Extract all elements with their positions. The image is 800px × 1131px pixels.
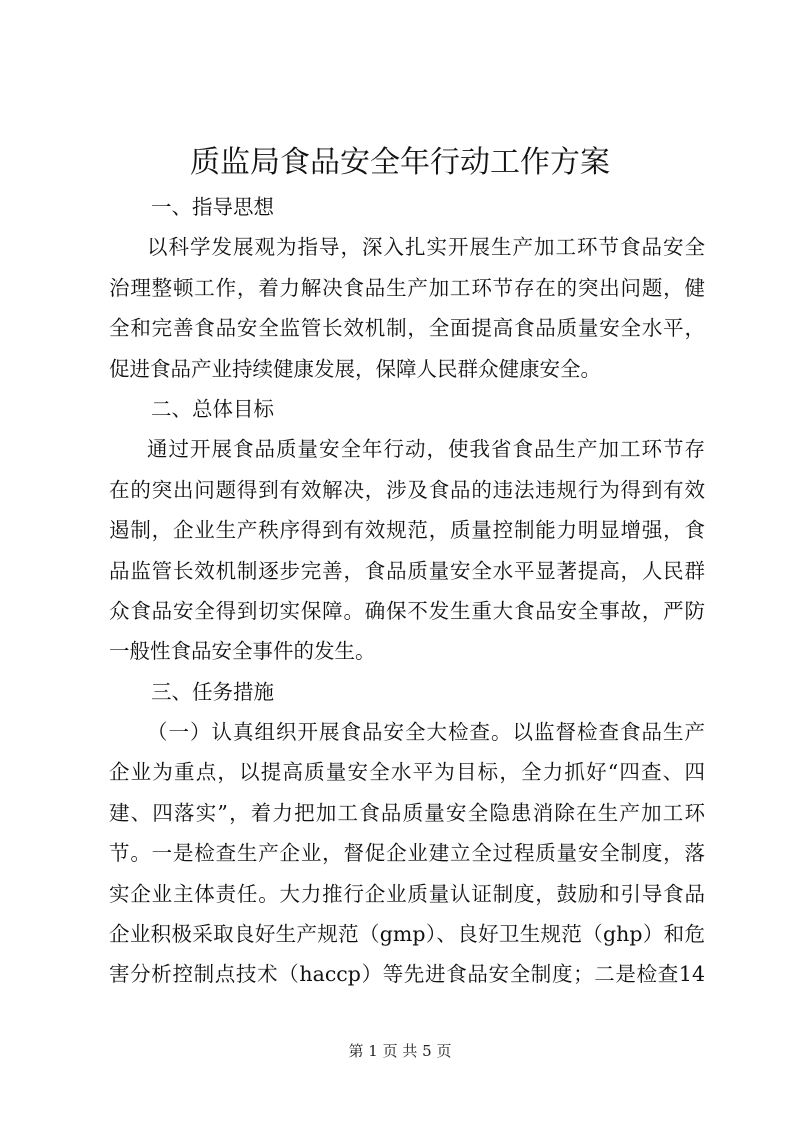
paragraph-line: 在的突出问题得到有效解决，涉及食品的违法违规行为得到有效 (109, 477, 705, 502)
paragraph-line: 众食品安全得到切实保障。确保不发生重大食品安全事故，严防 (109, 598, 705, 623)
paragraph-line: 治理整顿工作，着力解决食品生产加工环节存在的突出问题，健 (109, 275, 705, 300)
page-number-footer: 第 1 页 共 5 页 (348, 1042, 452, 1060)
document-title: 质监局食品安全年行动工作方案 (190, 145, 610, 180)
paragraph-line: 企业积极采取良好生产规范（gmp）、良好卫生规范（ghp）和危 (109, 922, 705, 947)
paragraph-line: 企业为重点，以提高质量安全水平为目标，全力抓好“四查、四 (109, 760, 705, 785)
section-heading-guiding-ideology: 一、指导思想 (151, 195, 274, 219)
section-heading-overall-goal: 二、总体目标 (151, 396, 274, 421)
paragraph-line: 以科学发展观为指导，深入扎实开展生产加工环节食品安全 (147, 235, 705, 260)
paragraph-line: 通过开展食品质量安全年行动，使我省食品生产加工环节存 (147, 437, 705, 462)
paragraph-line: 遏制，企业生产秩序得到有效规范，质量控制能力明显增强，食 (109, 518, 705, 543)
document-body (109, 187, 705, 995)
paragraph-line: 全和完善食品安全监管长效机制，全面提高食品质量安全水平， (109, 316, 705, 341)
paragraph-line: （一）认真组织开展食品安全大检查。以监督检查食品生产 (147, 720, 705, 745)
paragraph-line: 品监管长效机制逐步完善，食品质量安全水平显著提高，人民群 (109, 558, 705, 583)
section-heading-task-measures: 三、任务措施 (151, 679, 274, 704)
paragraph-line: 节。一是检查生产企业，督促企业建立全过程质量安全制度，落 (109, 841, 705, 866)
paragraph-line: 一般性食品安全事件的发生。 (109, 639, 376, 664)
paragraph-line: 实企业主体责任。大力推行企业质量认证制度，鼓励和引导食品 (109, 881, 705, 906)
paragraph-line: 害分析控制点技术（haccp）等先进食品安全制度；二是检查14 (109, 962, 705, 987)
paragraph-line: 促进食品产业持续健康发展，保障人民群众健康安全。 (109, 356, 601, 381)
paragraph-line: 建、四落实”，着力把加工食品质量安全隐患消除在生产加工环 (109, 800, 705, 825)
